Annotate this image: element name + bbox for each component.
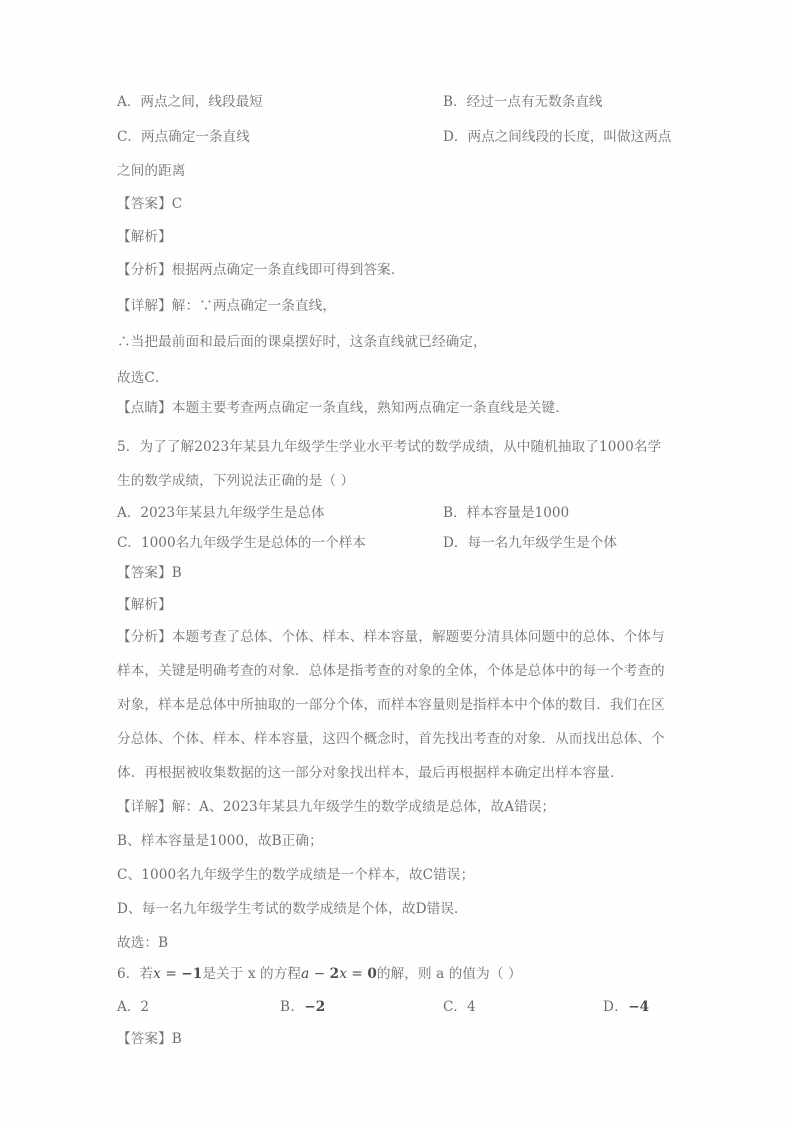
q6-option-a[interactable]: A．2 bbox=[117, 999, 150, 1015]
q5-analysis-line-3-text: 对象，样本是总体中所抽取的一部分个体，而样本容量则是指样本中个体的数目．我们在区 bbox=[117, 697, 665, 713]
q5-explanation-header bbox=[117, 599, 705, 613]
q6-value-zero: 0 bbox=[367, 966, 377, 982]
q6-option-d-label: D． bbox=[603, 999, 629, 1015]
q4-detail bbox=[117, 300, 705, 314]
q4-explanation-header bbox=[117, 231, 705, 245]
q6-value-neg1: −1 bbox=[181, 966, 203, 982]
q5-detail-line-1-text: 【详解】解：A、2023年某县九年级学生的数学成绩是总体，故A错误； bbox=[117, 799, 556, 815]
q5-analysis-line-5 bbox=[117, 767, 705, 781]
q5-analysis-line-2-text: 样本，关键是明确考查的对象．总体是指考查的对象的全体，个体是总体中的每一个考查的 bbox=[117, 663, 665, 679]
q5-detail-line-4 bbox=[117, 903, 705, 917]
q4-option-c[interactable]: C．两点确定一条直线 bbox=[117, 129, 250, 145]
q6-option-d-value: −4 bbox=[628, 999, 650, 1015]
q4-detail-2-text: ∴当把最前面和最后面的课桌摆好时，这条直线就已经确定， bbox=[117, 334, 487, 350]
q4-answer bbox=[117, 198, 705, 212]
q6-stem-mid: 是关于 x 的方程 bbox=[202, 966, 302, 982]
q5-explanation-header-text: 【解析】 bbox=[117, 597, 172, 613]
q4-highlight bbox=[117, 402, 705, 416]
q6-coefficient-2: 2 bbox=[329, 966, 340, 982]
q6-equals-1: = bbox=[160, 966, 182, 982]
q5-detail-line-2-text: B、样本容量是1000，故B正确； bbox=[117, 833, 323, 849]
q6-answer-text: 【答案】B bbox=[117, 1031, 182, 1047]
q4-explanation-header-text: 【解析】 bbox=[117, 229, 172, 245]
q5-analysis-line-4 bbox=[117, 733, 705, 747]
q6-stem-tail: 的解，则 a 的值为（ ） bbox=[376, 966, 522, 982]
q4-option-b[interactable]: B．经过一点有无数条直线 bbox=[443, 94, 603, 110]
q5-detail-line-3 bbox=[117, 869, 705, 883]
q5-detail-line-3-text: C、1000名九年级学生的数学成绩是一个样本，故C错误； bbox=[117, 867, 475, 883]
q5-option-b[interactable]: B．样本容量是1000 bbox=[443, 505, 570, 521]
q4-option-a[interactable]: A．两点之间，线段最短 bbox=[117, 94, 263, 110]
q5-detail-line-1 bbox=[117, 801, 705, 815]
q4-answer-text: 【答案】C bbox=[117, 196, 183, 212]
q5-option-c[interactable]: C．1000名九年级学生是总体的一个样本 bbox=[117, 535, 366, 551]
q4-detail-text: 【详解】解：∵两点确定一条直线， bbox=[117, 298, 337, 314]
q6-stem-prefix: 6．若 bbox=[117, 966, 154, 982]
q6-stem bbox=[117, 968, 705, 982]
q6-option-b-label: B． bbox=[280, 999, 305, 1015]
q5-stem-line-2-text: 生的数学成绩，下列说法正确的是（ ） bbox=[117, 473, 355, 489]
q6-var-a: a bbox=[301, 966, 310, 982]
q5-conclusion-text: 故选：B bbox=[117, 935, 169, 951]
q5-conclusion bbox=[117, 937, 705, 951]
q5-detail-line-2 bbox=[117, 835, 705, 849]
q6-option-c[interactable]: C．4 bbox=[443, 999, 476, 1015]
q6-answer bbox=[117, 1033, 705, 1047]
q5-analysis-line-4-text: 分总体、个体、样本、样本容量，这四个概念时，首先找出考查的对象．从而找出总体、个 bbox=[117, 731, 665, 747]
q5-stem-line-1-text: 5．为了了解2023年某县九年级学生学业水平考试的数学成绩，从中随机抽取了1000名学 bbox=[117, 439, 662, 455]
q4-detail-2 bbox=[117, 336, 705, 350]
q5-analysis-line-5-text: 体．再根据被收集数据的这一部分对象找出样本，最后再根据样本确定出样本容量． bbox=[117, 765, 624, 781]
q5-answer bbox=[117, 567, 705, 581]
q6-option-b-value: −2 bbox=[304, 999, 326, 1015]
q5-option-d[interactable]: D．每一名九年级学生是个体 bbox=[443, 535, 618, 551]
q4-conclusion-text: 故选C． bbox=[117, 370, 169, 386]
q5-stem-line-2 bbox=[117, 475, 705, 489]
q5-analysis-line-1-text: 【分析】本题考查了总体、个体、样本、样本容量，解题要分清具体问题中的总体、个体与 bbox=[117, 629, 665, 645]
q5-stem-line-1 bbox=[117, 441, 705, 455]
q4-highlight-text: 【点睛】本题主要考查两点确定一条直线，熟知两点确定一条直线是关键． bbox=[117, 400, 569, 416]
q4-option-d-continuation-text: 之间的距离 bbox=[117, 163, 186, 179]
q6-var-x-2: x bbox=[339, 966, 348, 982]
q4-option-d-continued bbox=[117, 165, 705, 179]
q6-equals-2: = bbox=[347, 966, 368, 982]
q5-analysis-line-1 bbox=[117, 631, 705, 645]
q4-analysis bbox=[117, 264, 705, 278]
q5-analysis-line-2 bbox=[117, 665, 705, 679]
q6-minus-operator: − bbox=[309, 966, 330, 982]
q4-option-d[interactable]: D．两点之间线段的长度，叫做这两点 bbox=[443, 129, 672, 145]
q5-analysis-line-3 bbox=[117, 699, 705, 713]
q6-var-x-1: x bbox=[153, 966, 161, 982]
q4-conclusion bbox=[117, 372, 705, 386]
q5-detail-line-4-text: D、每一名九年级学生考试的数学成绩是个体，故D错误． bbox=[117, 901, 468, 917]
q6-option-b[interactable] bbox=[280, 1001, 325, 1015]
q6-stem-line bbox=[117, 968, 705, 982]
q5-answer-text: 【答案】B bbox=[117, 565, 182, 581]
q6-option-d[interactable] bbox=[603, 1001, 649, 1015]
q4-analysis-text: 【分析】根据两点确定一条直线即可得到答案． bbox=[117, 262, 405, 278]
q5-option-a[interactable]: A．2023年某县九年级学生是总体 bbox=[117, 505, 325, 521]
